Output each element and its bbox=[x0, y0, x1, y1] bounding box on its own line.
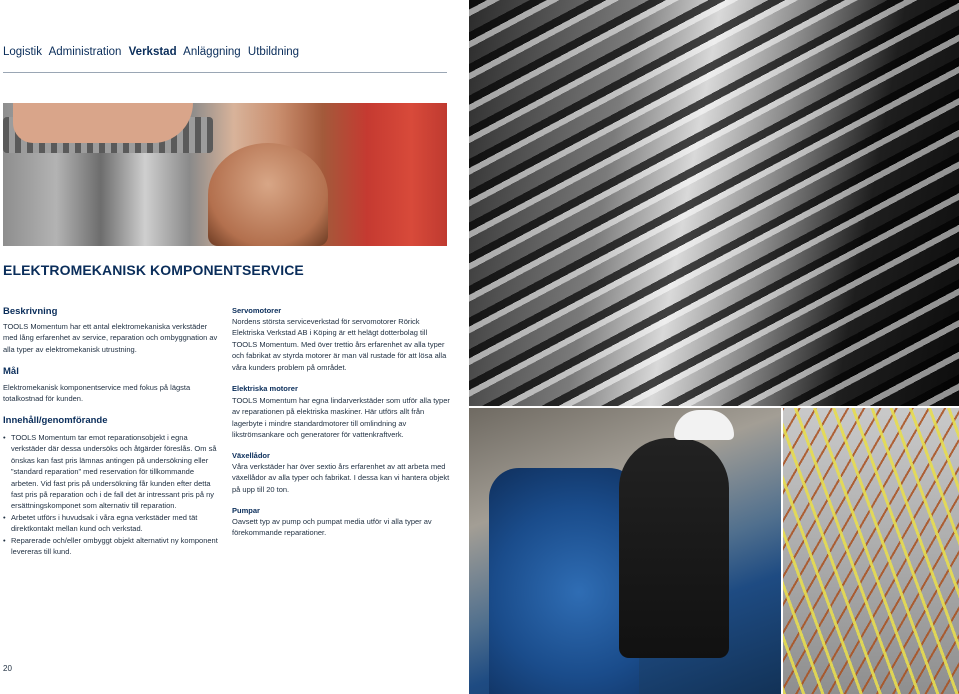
gear-closeup-photo bbox=[469, 0, 959, 406]
list-item: • Arbetet utförs i huvudsak i våra egna verkstäder med tät direktkontakt mellan kund och verkstad. bbox=[3, 512, 198, 534]
page-number: 20 bbox=[3, 664, 12, 673]
bullet-icon: • bbox=[3, 535, 6, 545]
gearbox-text: Våra verkstäder har över sextio års erfarenhet av att arbeta med växellådor av alla typer och fabrikat. I dessa kan vi hantera objekt på upp till 20 ton. bbox=[232, 462, 450, 494]
goal-heading: Mål bbox=[3, 366, 19, 377]
electric-motors-heading: Elektriska motorer bbox=[232, 384, 298, 393]
nav-item-administration[interactable]: Administration bbox=[48, 46, 122, 58]
servo-text: Nordens största serviceverkstad för servomotorer Rörick Elektriska Verkstad AB i Köping är ett helägt dotterbolag till TOOLS Momentum. Med över trettio års erfarenhet av alla typer och fabrikat av styrda motorer är man väl rustade för att lösa alla våra kunders problem på området. bbox=[232, 317, 447, 372]
description-heading: Beskrivning bbox=[3, 306, 58, 317]
content-list bbox=[3, 432, 219, 557]
list-item: • Reparerade och/eller ombyggt objekt alternativt ny komponent levereras till kund. bbox=[3, 535, 218, 557]
bullet-icon: • bbox=[3, 433, 6, 442]
nav-divider bbox=[3, 72, 447, 73]
pump-text: Oavsett typ av pump och pumpat media utför vi alla typer av förekommande reparationer. bbox=[232, 517, 432, 538]
page-title: ELEKTROMEKANISK KOMPONENTSERVICE bbox=[3, 262, 304, 278]
list-item: • TOOLS Momentum tar emot reparationsobjekt i egna verkstäder där dessa undersöks och åtgärder föreslås. Om så önskas kan fast pris lämnas antingen på undersökning eller ”standard reparation” med reservation för tillkommande arbeten. Vid fast pris på undersökning får kunden efter detta fast pris på reparation och i de fall det är intressant pris på ny ersättningskomponet som alternativ till reparation. bbox=[3, 433, 217, 511]
nav-item-anlaggning[interactable]: Anläggning bbox=[183, 46, 241, 58]
description-text: TOOLS Momentum har ett antal elektromekaniska verkstäder med lång erfarenhet av service, reparation och ombyggnation av alla typer av elektromekanisk utrustning. bbox=[3, 322, 218, 354]
pump-worker-photo bbox=[469, 408, 781, 694]
nav-item-verkstad[interactable]: Verkstad bbox=[128, 46, 177, 58]
bullet-icon: • bbox=[3, 512, 6, 522]
nav-item-logistik[interactable]: Logistik bbox=[3, 46, 42, 58]
content-heading: Innehåll/genomförande bbox=[3, 415, 108, 426]
mechanic-photo bbox=[3, 103, 447, 246]
section-nav bbox=[3, 46, 303, 58]
gearbox-heading: Växellådor bbox=[232, 451, 270, 460]
wires-photo bbox=[783, 408, 959, 694]
electric-motors-text: TOOLS Momentum har egna lindarverkstäder som utför alla typer av reparationen på elektriska maskiner. Här utförs allt från lagerbyte i mindre standardmotorer till omlindning av likströmsankare och generatorer för vattenkraftverk. bbox=[232, 396, 450, 440]
nav-item-utbildning[interactable]: Utbildning bbox=[247, 46, 300, 58]
pump-heading: Pumpar bbox=[232, 506, 260, 515]
goal-text: Elektromekanisk komponentservice med fokus på lägsta totalkostnad för kunden. bbox=[3, 383, 191, 404]
servo-heading: Servomotorer bbox=[232, 306, 282, 315]
